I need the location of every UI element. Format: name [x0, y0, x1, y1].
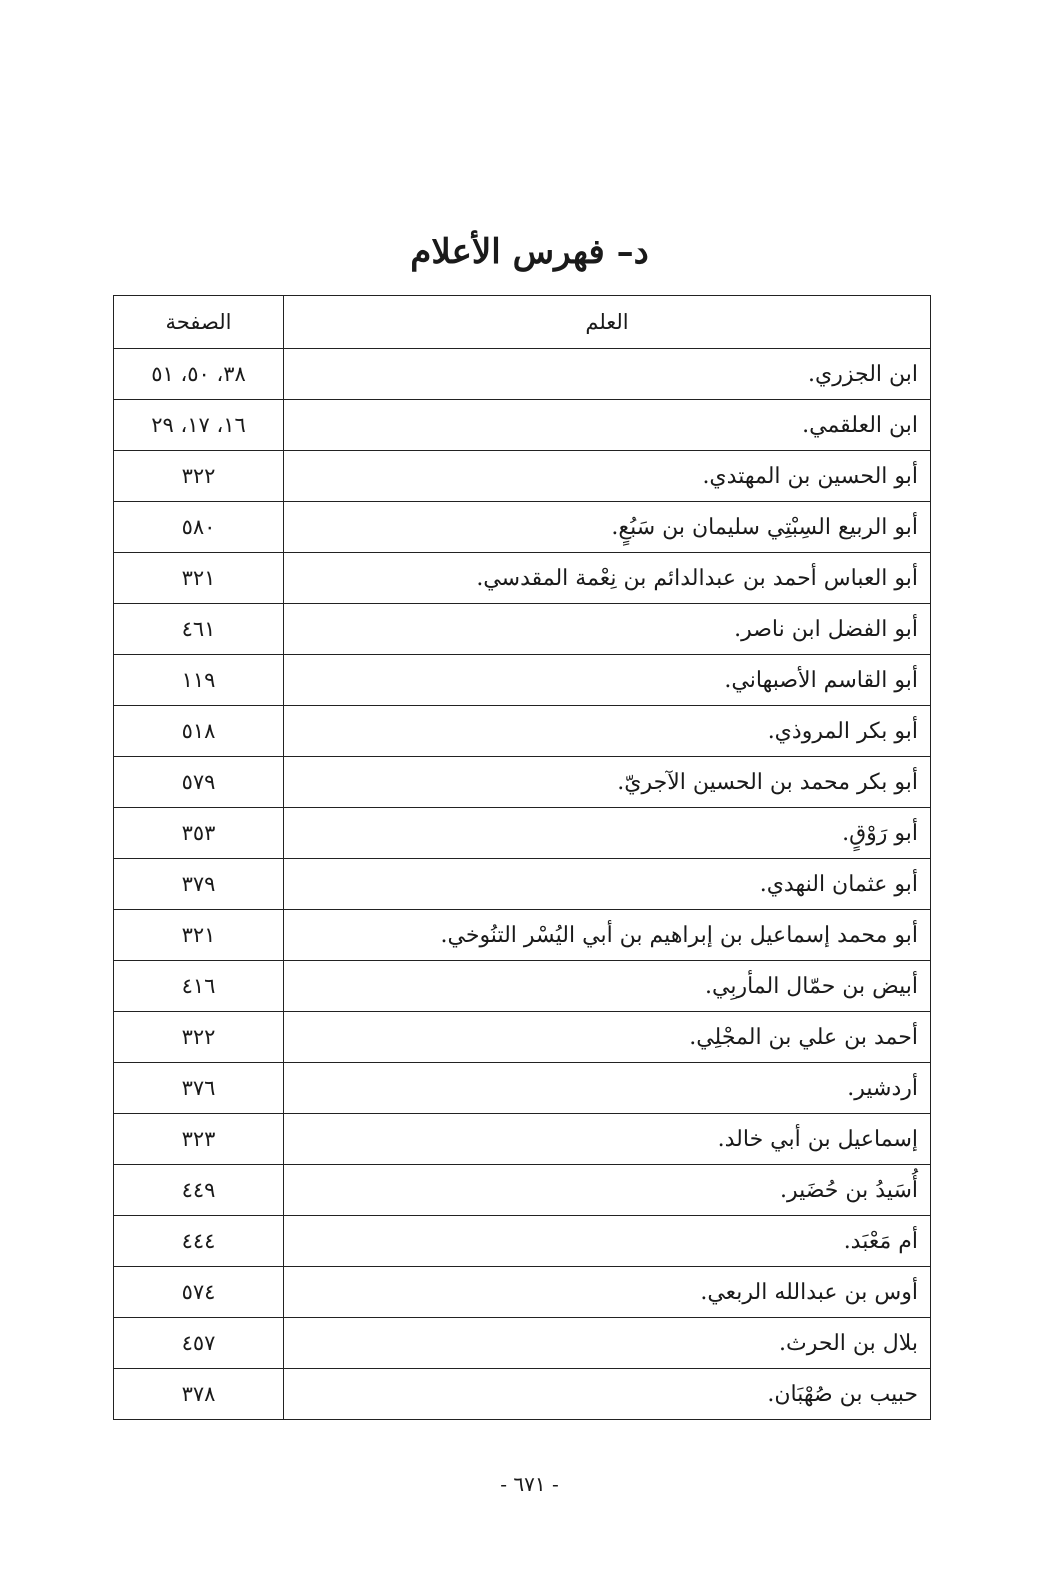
table-row	[114, 1267, 931, 1318]
table-row	[114, 1114, 931, 1165]
table-row	[114, 757, 931, 808]
table-row	[114, 502, 931, 553]
table-row	[114, 400, 931, 451]
person-name: حبيب بن صُهْبَان.	[284, 1369, 931, 1420]
person-name: أبو الحسين بن المهتدي.	[284, 451, 931, 502]
person-name: إسماعيل بن أبي خالد.	[284, 1114, 931, 1165]
page-refs: ٣٢٢	[114, 1012, 284, 1063]
page-refs: ٤٦١	[114, 604, 284, 655]
person-name: بلال بن الحرث.	[284, 1318, 931, 1369]
page-refs: ١٦، ١٧، ٢٩	[114, 400, 284, 451]
table-row	[114, 1165, 931, 1216]
table-row	[114, 1012, 931, 1063]
page-refs: ١١٩	[114, 655, 284, 706]
person-name: أم مَعْبَد.	[284, 1216, 931, 1267]
table-row	[114, 655, 931, 706]
table-row	[114, 961, 931, 1012]
table-header-row	[114, 296, 931, 349]
table-row	[114, 1369, 931, 1420]
page-refs: ٤٤٩	[114, 1165, 284, 1216]
person-name: ابن العلقمي.	[284, 400, 931, 451]
person-name: أبو بكر المروذي.	[284, 706, 931, 757]
person-name: أبو محمد إسماعيل بن إبراهيم بن أبي اليُسْر التنُوخي.	[284, 910, 931, 961]
page-refs: ٣٧٩	[114, 859, 284, 910]
index-table	[113, 295, 931, 1420]
header-page: الصفحة	[114, 296, 284, 349]
table-row	[114, 706, 931, 757]
person-name: أردشير.	[284, 1063, 931, 1114]
table-row	[114, 1216, 931, 1267]
person-name: ابن الجزري.	[284, 349, 931, 400]
page-refs: ٤١٦	[114, 961, 284, 1012]
page-refs: ٥٨٠	[114, 502, 284, 553]
person-name: أبو القاسم الأصبهاني.	[284, 655, 931, 706]
page-refs: ٥٧٤	[114, 1267, 284, 1318]
table-row	[114, 604, 931, 655]
table-body	[114, 349, 931, 1420]
table-row	[114, 553, 931, 604]
page-refs: ٤٥٧	[114, 1318, 284, 1369]
person-name: أبيض بن حمّال المأربِي.	[284, 961, 931, 1012]
person-name: أبو العباس أحمد بن عبدالدائم بن نِعْمة المقدسي.	[284, 553, 931, 604]
table-row	[114, 910, 931, 961]
person-name: أبو عثمان النهدي.	[284, 859, 931, 910]
table-row	[114, 451, 931, 502]
person-name: أبو بكر محمد بن الحسين الآجريّ.	[284, 757, 931, 808]
table-row	[114, 1063, 931, 1114]
page-refs: ٣٧٨	[114, 1369, 284, 1420]
page-refs: ٣٢٣	[114, 1114, 284, 1165]
page-refs: ٥٧٩	[114, 757, 284, 808]
person-name: أحمد بن علي بن المجْلِي.	[284, 1012, 931, 1063]
page-refs: ٤٤٤	[114, 1216, 284, 1267]
person-name: أبو رَوْقٍ.	[284, 808, 931, 859]
page-number: - ٦٧١ -	[500, 1472, 559, 1496]
table-row	[114, 1318, 931, 1369]
page-refs: ٣٢١	[114, 553, 284, 604]
page-refs: ٣٨، ٥٠، ٥١	[114, 349, 284, 400]
page-refs: ٣٢٢	[114, 451, 284, 502]
person-name: أوس بن عبدالله الربعي.	[284, 1267, 931, 1318]
page-refs: ٥١٨	[114, 706, 284, 757]
table-row	[114, 349, 931, 400]
person-name: أُسَيدُ بن حُضَير.	[284, 1165, 931, 1216]
page-title: د– فهرس الأعلام	[410, 232, 649, 272]
header-name: العلم	[284, 296, 931, 349]
person-name: أبو الربيع السِبْتِي سليمان بن سَبُعٍ.	[284, 502, 931, 553]
page-refs: ٣٢١	[114, 910, 284, 961]
person-name: أبو الفضل ابن ناصر.	[284, 604, 931, 655]
table-row	[114, 808, 931, 859]
page-refs: ٣٥٣	[114, 808, 284, 859]
table-row	[114, 859, 931, 910]
page-refs: ٣٧٦	[114, 1063, 284, 1114]
